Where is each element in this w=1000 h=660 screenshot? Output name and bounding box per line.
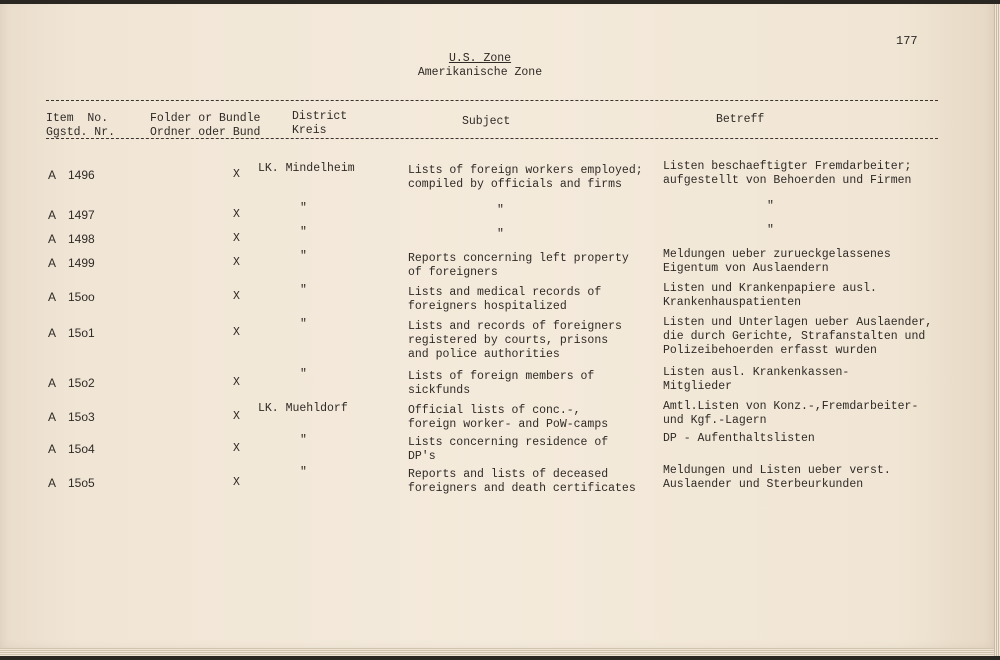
row-district: " <box>300 434 307 447</box>
header-district: District Kreis <box>292 110 348 137</box>
row-subject: Lists concerning residence of DP's <box>408 436 609 463</box>
row-district: " <box>300 226 307 239</box>
row-betreff: DP - Aufenthaltslisten <box>663 432 815 445</box>
header-betreff: Betreff <box>716 113 765 126</box>
row-subject: Lists of foreign workers employed; compiled by officials and firms <box>408 164 643 191</box>
row-betreff: Meldungen ueber zurueckgelassenes Eigentum von Auslaendern <box>663 248 891 275</box>
row-folder-mark: X <box>233 168 240 181</box>
row-folder-mark: X <box>233 476 240 489</box>
row-prefix: A <box>48 232 57 246</box>
page-stack-edge <box>994 4 1000 656</box>
row-district: " <box>300 250 307 263</box>
row-subject: Reports concerning left property of foreigners <box>408 252 629 279</box>
row-item-number: 1497 <box>68 208 95 222</box>
header-rule-bottom <box>46 138 938 139</box>
row-betreff: Amtl.Listen von Konz.-,Fremdarbeiter- und Kgf.-Lagern <box>663 400 919 427</box>
row-subject: Lists and records of foreigners registered by courts, prisons and police authorities <box>408 320 622 361</box>
row-item-number: 15o4 <box>68 442 95 456</box>
row-folder-mark: X <box>233 326 240 339</box>
row-folder-mark: X <box>233 232 240 245</box>
zone-title-german: Amerikanische Zone <box>417 66 543 79</box>
row-subject: " <box>497 228 504 241</box>
header-folder: Folder or Bundle Ordner oder Bund <box>150 112 261 139</box>
row-folder-mark: X <box>233 290 240 303</box>
row-betreff: Listen und Unterlagen ueber Auslaender, die durch Gerichte, Strafanstalten und Polizeibehoerden erfasst wurden <box>663 316 933 357</box>
row-subject: Lists and medical records of foreigners hospitalized <box>408 286 602 313</box>
header-rule-top <box>46 100 938 101</box>
row-betreff: Listen und Krankenpapiere ausl. Krankenhauspatienten <box>663 282 877 309</box>
row-betreff: Listen beschaeftigter Fremdarbeiter; aufgestellt von Behoerden und Firmen <box>663 160 912 187</box>
row-item-number: 1498 <box>68 232 95 246</box>
row-prefix: A <box>48 168 57 182</box>
row-item-number: 1499 <box>68 256 95 270</box>
row-prefix: A <box>48 442 57 456</box>
row-subject: Lists of foreign members of sickfunds <box>408 370 595 397</box>
row-folder-mark: X <box>233 208 240 221</box>
row-item-number: 15o2 <box>68 376 95 390</box>
row-item-number: 15o5 <box>68 476 95 490</box>
row-subject: Reports and lists of deceased foreigners and death certificates <box>408 468 636 495</box>
page-number: 177 <box>896 34 918 48</box>
row-prefix: A <box>48 376 57 390</box>
row-prefix: A <box>48 208 57 222</box>
row-folder-mark: X <box>233 410 240 423</box>
header-subject: Subject <box>462 115 511 128</box>
row-prefix: A <box>48 326 57 340</box>
page-stack-bottom-edge <box>0 648 994 656</box>
row-subject: Official lists of conc.-, foreign worker- and PoW-camps <box>408 404 609 431</box>
row-item-number: 15o1 <box>68 326 95 340</box>
row-district: " <box>300 368 307 381</box>
row-betreff: " <box>767 200 774 213</box>
row-prefix: A <box>48 256 57 270</box>
row-item-number: 1496 <box>68 168 95 182</box>
document-page <box>0 4 994 656</box>
row-prefix: A <box>48 410 57 424</box>
row-subject: " <box>497 204 504 217</box>
row-district: " <box>300 284 307 297</box>
row-district: LK. Mindelheim <box>258 162 355 175</box>
row-prefix: A <box>48 290 57 304</box>
row-folder-mark: X <box>233 442 240 455</box>
row-district: " <box>300 318 307 331</box>
row-folder-mark: X <box>233 376 240 389</box>
row-betreff: " <box>767 224 774 237</box>
row-district: " <box>300 202 307 215</box>
row-district: " <box>300 466 307 479</box>
row-item-number: 15o3 <box>68 410 95 424</box>
zone-title: U.S. Zone <box>448 52 512 65</box>
row-betreff: Meldungen und Listen ueber verst. Auslaender und Sterbeurkunden <box>663 464 891 491</box>
row-district: LK. Muehldorf <box>258 402 348 415</box>
row-folder-mark: X <box>233 256 240 269</box>
row-item-number: 15oo <box>68 290 95 304</box>
header-item: Item No. Ggstd. Nr. <box>46 112 116 139</box>
row-betreff: Listen ausl. Krankenkassen- Mitglieder <box>663 366 850 393</box>
row-prefix: A <box>48 476 57 490</box>
